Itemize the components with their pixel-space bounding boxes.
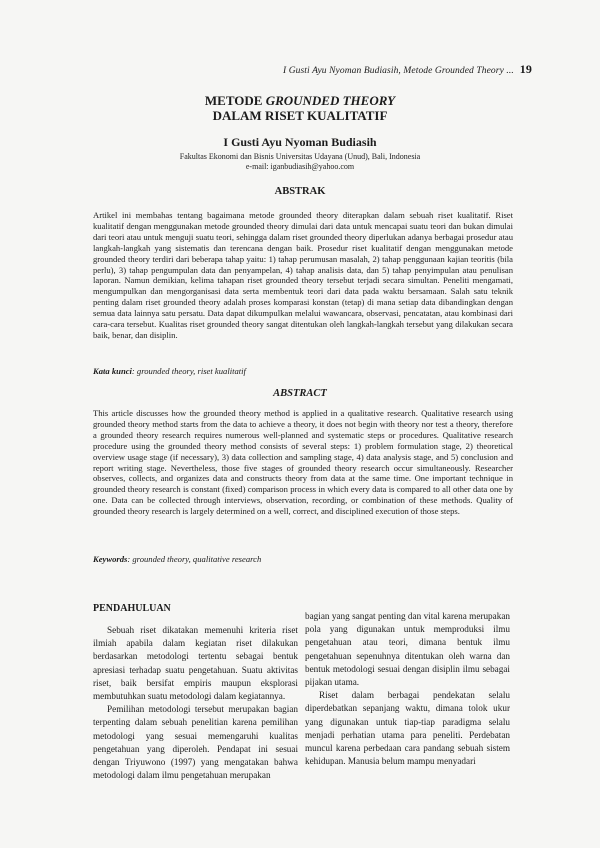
- running-header: [283, 62, 532, 77]
- paragraph: bagian yang sangat penting dan vital karena merupakan pola yang digunakan untuk memproduksi ilmu pengetahuan atau teori, dimana bentuk ilmu pengetahuan sepenuhnya ditentukan oleh warna dan bentuk metodologi sesuai dengan disiplin ilmu sebagai pijakan utama.: [305, 611, 510, 688]
- keywords-label: Keywords: [93, 554, 128, 564]
- paragraph: Pemilihan metodologi tersebut merupakan bagian terpenting dalam sebuah penelitian karena pemilihan metodologi yang sesuai memengaruhi kualitas pengetahuan yang diperoleh. Pendapat ini sesuai dengan Triyuwono (1997) yang mengatakan bahwa metodologi dalam ilmu pengetahuan merupakan: [93, 704, 298, 781]
- paragraph: Riset dalam berbagai pendekatan selalu diperdebatkan sepanjang waktu, dimana tolok ukur yang digunakan untuk tiap-tiap paradigma selalu menjadi perhatian utama para peneliti. Perdebatan muncul karena perbedaan cara pandang sebuah sistem kehidupan. Manusia belum mampu menyadari: [305, 690, 510, 767]
- title-line-1: METODE GROUNDED THEORY: [204, 93, 396, 108]
- abstrak-heading: ABSTRAK: [274, 186, 326, 197]
- keywords-value: : grounded theory, qualitative research: [127, 554, 262, 564]
- author-name: I Gusti Ayu Nyoman Budiasih: [223, 135, 377, 149]
- keywords-value: : grounded theory, riset kualitatif: [131, 366, 246, 376]
- abstrak-text: Artikel ini membahas tentang bagaimana metode grounded theory diterapkan dalam sebuah riset kualitatif. Riset kualitatif dengan menggunakan metode grounded theory dimulai dari data untuk mencapai suatu teori dan bukan dimulai dari teori atau untuk menguji suatu teori, sehingga dalam riset grounded theory diperlukan adanya berbagai prosedur atau langkah-langkah yang sistematis dan terencana dengan baik. Prosedur riset kualitatif dengan menggunakan metode grounded theory terdiri dari beberapa tahap yaitu: 1) tahap perumusan masalah, 2) tahap penggunaan kajian teoritis (bila perlu), 3) tahap pengumpulan data dan penyampelan, 4) tahap analisis data, dan 5) tahap penyimpulan atau penulisan laporan. Namun demikian, kelima tahapan riset grounded theory tersebut terjadi secara simultan. Peneliti mengamati, mengumpulkan dan mengorganisasi data serta membentuk teori dari data pada waktu bersamaan. Salah satu teknik penting dalam riset grounded theory adalah proses komparasi konstan (tetap) di mana setiap data dibandingkan dengan semua data lainnya satu persatu. Data dapat dikumpulkan melalui wawancara, observasi, pencatatan, atau kombinasi dari cara-cara tersebut. Kualitas riset grounded theory sangat ditentukan oleh langkah-langkah tersebut yang dilakukan secara baik, benar, dan disiplin.: [93, 210, 513, 340]
- author-email: e-mail: iganbudiasih@yahoo.com: [245, 162, 355, 171]
- page-number: 19: [519, 62, 532, 76]
- abstract-heading: ABSTRACT: [273, 388, 327, 399]
- keywords-label: Kata kunci: [93, 366, 132, 376]
- abstract-keywords: [93, 554, 513, 564]
- paragraph: Sebuah riset dikatakan memenuhi kriteria riset ilmiah apabila dalam kegiatan riset dilakukan berdasarkan metodologi tertentu sebagai bentuk apresiasi terhadap suatu pengetahuan. Suatu aktivitas riset, baik bersifat empiris maupun eksplorasi membutuhkan suatu metodologi dalam kegiatannya.: [93, 625, 298, 702]
- section-heading-pendahuluan: PENDAHULUAN: [93, 603, 171, 614]
- abstrak-keywords: [93, 366, 513, 376]
- title-line-2: DALAM RISET KUALITATIF: [212, 108, 388, 123]
- running-title: I Gusti Ayu Nyoman Budiasih, Metode Grounded Theory ...: [282, 66, 514, 76]
- paper-title: [0, 93, 600, 123]
- author-affiliation: Fakultas Ekonomi dan Bisnis Universitas Udayana (Unud), Bali, Indonesia: [179, 152, 421, 161]
- abstract-text: This article discusses how the grounded theory method is applied in a qualitative research. Qualitative research using grounded theory method starts from the data to achieve a theory, it does not begin with theory nor test a theory, therefore a grounded theory research requires numerous well-planned and systematic steps or procedures. Qualitative research procedure using the grounded theory method consists of several steps: 1) problem formulation stage, 2) theoretical overview usage stage (if necessary), 3) data collection and sampling stage, 4) data analysis stage, and 5) conclusion and report writing stage. Nevertheless, those five stages of grounded theory research occur simultaneously. Researcher observes, collects, and organizes data and constructs theory from data at the same time. One important technique in grounded theory research is constant (fixed) comparison process in which every data is compared to all other data one by one. Data can be collected through interviews, observation, recording, or combination of these methods. Quality of grounded theory research is largely determined on a well, correct, and disciplined execution of those steps.: [93, 408, 513, 517]
- body-column-right: [305, 610, 510, 768]
- body-column-left: [93, 624, 298, 782]
